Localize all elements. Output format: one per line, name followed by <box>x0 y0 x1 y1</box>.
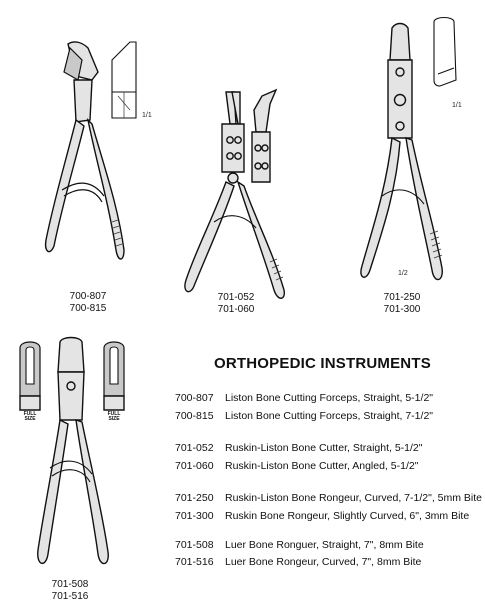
page-title: ORTHOPEDIC INSTRUMENTS <box>214 355 431 372</box>
catalog-code: 700-815 <box>175 410 214 422</box>
catalog-row <box>175 510 469 522</box>
cutter-code-a: 701-052 <box>217 292 255 303</box>
cutter-code-b: 701-060 <box>217 304 255 315</box>
luer-code-b: 701-516 <box>51 591 89 602</box>
catalog-desc: Ruskin-Liston Bone Rongeur, Curved, 7-1/2", 5mm Bite <box>225 492 483 504</box>
liston-code-a: 700-807 <box>69 291 107 302</box>
catalog-desc: Ruskin-Liston Bone Cutter, Angled, 5-1/2" <box>225 460 419 472</box>
catalog-row <box>175 539 424 551</box>
luer-full-size-left: FULL SIZE <box>23 411 37 422</box>
catalog-code: 701-250 <box>175 492 214 504</box>
catalog-desc: Ruskin-Liston Bone Cutter, Straight, 5-1/2" <box>225 442 423 454</box>
catalog-row <box>175 410 433 422</box>
catalog-row <box>175 460 418 472</box>
catalog-code: 701-052 <box>175 442 214 454</box>
catalog-desc: Luer Bone Ronguer, Straight, 7", 8mm Bite <box>225 539 424 551</box>
rongeur-inset-scale: 1/1 <box>452 102 462 109</box>
rongeur-scale-half: 1/2 <box>398 270 408 277</box>
catalog-desc: Ruskin Bone Rongeur, Slightly Curved, 6", 3mm Bite <box>225 510 470 522</box>
catalog-row <box>175 392 433 404</box>
luer-code-a: 701-508 <box>51 579 89 590</box>
catalog-row <box>175 492 482 504</box>
luer-full-size-right: FULL SIZE <box>107 411 121 422</box>
catalog-row <box>175 556 421 568</box>
catalog-code: 701-516 <box>175 556 214 568</box>
catalog-desc: Liston Bone Cutting Forceps, Straight, 7-1/2" <box>225 410 434 422</box>
catalog-code: 701-508 <box>175 539 214 551</box>
rongeur-code-a: 701-250 <box>383 292 421 303</box>
catalog-desc: Luer Bone Rongeur, Curved, 7", 8mm Bite <box>225 556 422 568</box>
catalog-row <box>175 442 423 454</box>
catalog-code: 700-807 <box>175 392 214 404</box>
rongeur-code-b: 701-300 <box>383 304 421 315</box>
liston-code-b: 700-815 <box>69 303 107 314</box>
catalog-code: 701-060 <box>175 460 214 472</box>
catalog-code: 701-300 <box>175 510 214 522</box>
liston-scale-label: 1/1 <box>142 112 152 119</box>
catalog-desc: Liston Bone Cutting Forceps, Straight, 5-1/2" <box>225 392 434 404</box>
